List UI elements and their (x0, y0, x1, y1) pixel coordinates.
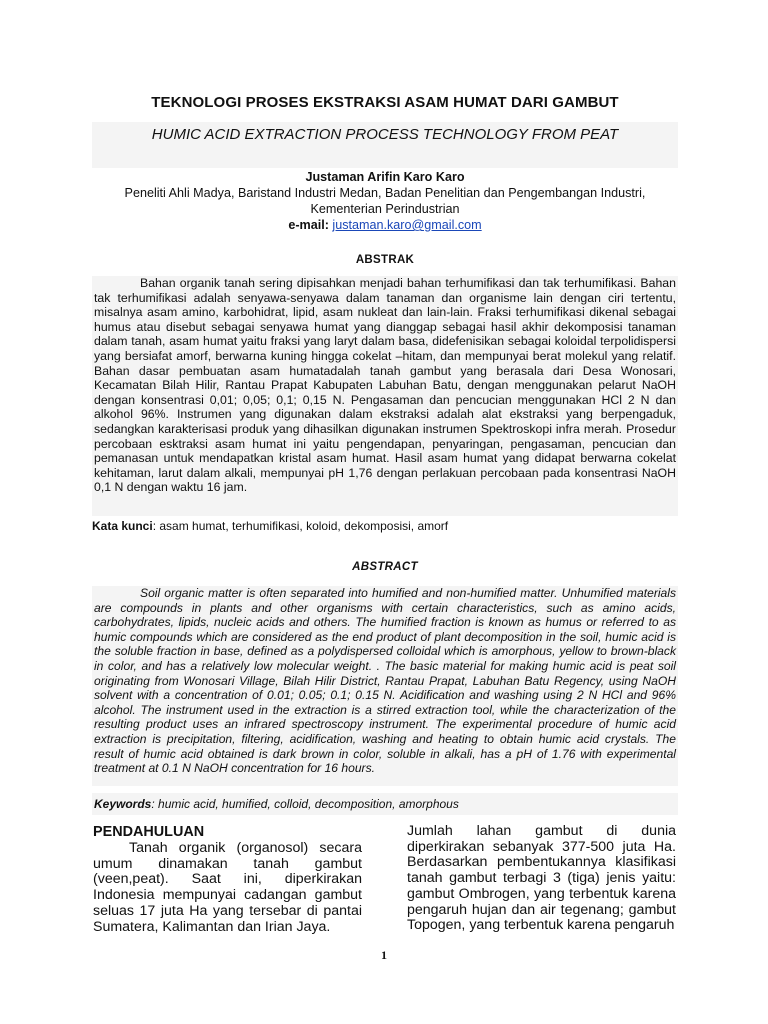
abstrak-text: Bahan organik tanah sering dipisahkan menjadi bahan terhumifikasi dan tak terhumifikasi. Bahan tak terhumifikasi adalah senyawa-senyawa dalam tanaman dan organisme lain dengan ciri tertentu, misalnya asam amino, karbohidrat, lipid, asam nukleat dan lain-lain. Fraksi terhumifikasi dikenal sebagai humus atau disebut sebagai senyawa humat yang dianggap sebagai hasil akhir dekomposisi tanaman dalam tanah, asam humat yaitu fraksi yang laryt dalam basa, didefenisikan sebagai koloidal terpolidispersi yang bersiafat amorf, berwarna kuning hingga cokelat –hitam, dan mempunyai berat molekul yang relatif. Bahan dasar pembuatan asam humatadalah tanah gambut yang berasala dari Desa Wonosari, Kecamatan Bilah Hilir, Rantau Prapat Kabupaten Labuhan Batu, dengan menggunakan pelarut NaOH dengan konsentrasi 0,01; 0,05; 0,1; 0,15 N. Pengasaman dan pencucian menggunakan HCl 2 N dan alkohol 96%. Instrumen yang digunakan dalam ekstraksi adalah alat ekstraksi yang berpengaduk, sedangkan karakterisasi produk yang dihasilkan digunakan instrumen Spektroskopi infra merah. Prosedur percobaan esktraksi asam humat ini yaitu pengendapan, penyaringan, pengasaman, pencucian dan pemanasan untuk mendapatkan kristal asam humat. Hasil asam humat yang didapat berwarna cokelat kehitaman, larut dalam alkali, mempunyai pH 1,76 dengan perlakuan percobaan pada konsentrasi NaOH 0,1 N dengan waktu 16 jam. (94, 276, 676, 495)
email-label: e-mail: (288, 218, 329, 232)
abstrak-heading: ABSTRAK (355, 254, 415, 266)
paper-title-indonesian: TEKNOLOGI PROSES EKSTRAKSI ASAM HUMAT DARI GAMBUT (151, 94, 619, 111)
affiliation-line-1: Peneliti Ahli Madya, Baristand Industri Medan, Badan Penelitian dan Pengembangan Industri, (124, 186, 646, 200)
abstrak-box (92, 276, 678, 516)
author-name: Justaman Arifin Karo Karo (305, 170, 465, 184)
section-heading-pendahuluan: PENDAHULUAN (93, 824, 205, 840)
paper-title-english-box (92, 122, 678, 168)
keywords-values: : humic acid, humified, colloid, decomposition, amorphous (151, 797, 459, 811)
paper-title-english: HUMIC ACID EXTRACTION PROCESS TECHNOLOGY FROM PEAT (151, 126, 619, 143)
kata-kunci-values: : asam humat, terhumifikasi, koloid, dekomposisi, amorf (152, 519, 449, 533)
affiliation-line-2: Kementerian Perindustrian (310, 202, 460, 216)
kata-kunci-line (92, 519, 678, 533)
email-line (92, 217, 678, 233)
body-left-paragraph: Tanah organik (organosol) secara umum dinamakan tanah gambut (veen,peat). Saat ini, diperkirakan Indonesia mempunyai cadangan gambut seluas 17 juta Ha yang tersebar di pantai Sumatera, Kalimantan dan Irian Jaya. (93, 840, 362, 935)
keywords-line (92, 793, 678, 811)
abstract-heading: ABSTRACT (352, 561, 418, 573)
email-link[interactable]: justaman.karo@gmail.com (332, 218, 482, 232)
keywords-label: Keywords (94, 797, 152, 811)
page-number: 1 (381, 948, 387, 962)
body-right-paragraph: Jumlah lahan gambut di dunia diperkirakan sebanyak 377-500 juta Ha. Berdasarkan pembentukannya klasifikasi tanah gambut terbagi 3 (tiga) jenis yaitu: gambut Ombrogen, yang terbentuk karena pengaruh hujan dan air tegenang; gambut Topogen, yang terbentuk karena pengaruh (407, 823, 676, 934)
kata-kunci-label: Kata kunci (92, 519, 153, 533)
body-column-left (93, 824, 362, 935)
abstract-box (92, 586, 678, 786)
body-column-right (407, 824, 676, 934)
abstract-text: Soil organic matter is often separated into humified and non-humified matter. Unhumified materials are compounds in plants and other organisms with certain characteristics, such as amino acids, carbohydrates, lipids, nucleic acids and others. The humified fraction is known as humus or referred to as humic compounds which are considered as the end product of plant decomposition in the soil, humic acid is the soluble fraction in base, defined as a polydispersed colloidal which is amorphous, yellow to brown-black in color, and has a relatively low molecular weight. . The basic material for making humic acid is peat soil originating from Wonosari Village, Bilah Hilir District, Rantau Prapat, Labuhan Batu Regency, using NaOH solvent with a concentration of 0.01; 0.05; 0.1; 0.15 N. Acidification and washing using 2 N HCl and 96% alcohol. The instrument used in the extraction is a stirred extraction tool, while the characterization of the resulting product uses an infrared spectroscopy instrument. The experimental procedure of humic acid extraction is precipitation, filtering, acidification, washing and heating to obtain humic acid crystals. The result of humic acid obtained is dark brown in color, soluble in alkali, has a pH of 1.76 with experimental treatment at 0.1 N NaOH concentration for 16 hours. (94, 586, 676, 776)
author-block (92, 169, 678, 233)
keywords-box (92, 793, 678, 815)
